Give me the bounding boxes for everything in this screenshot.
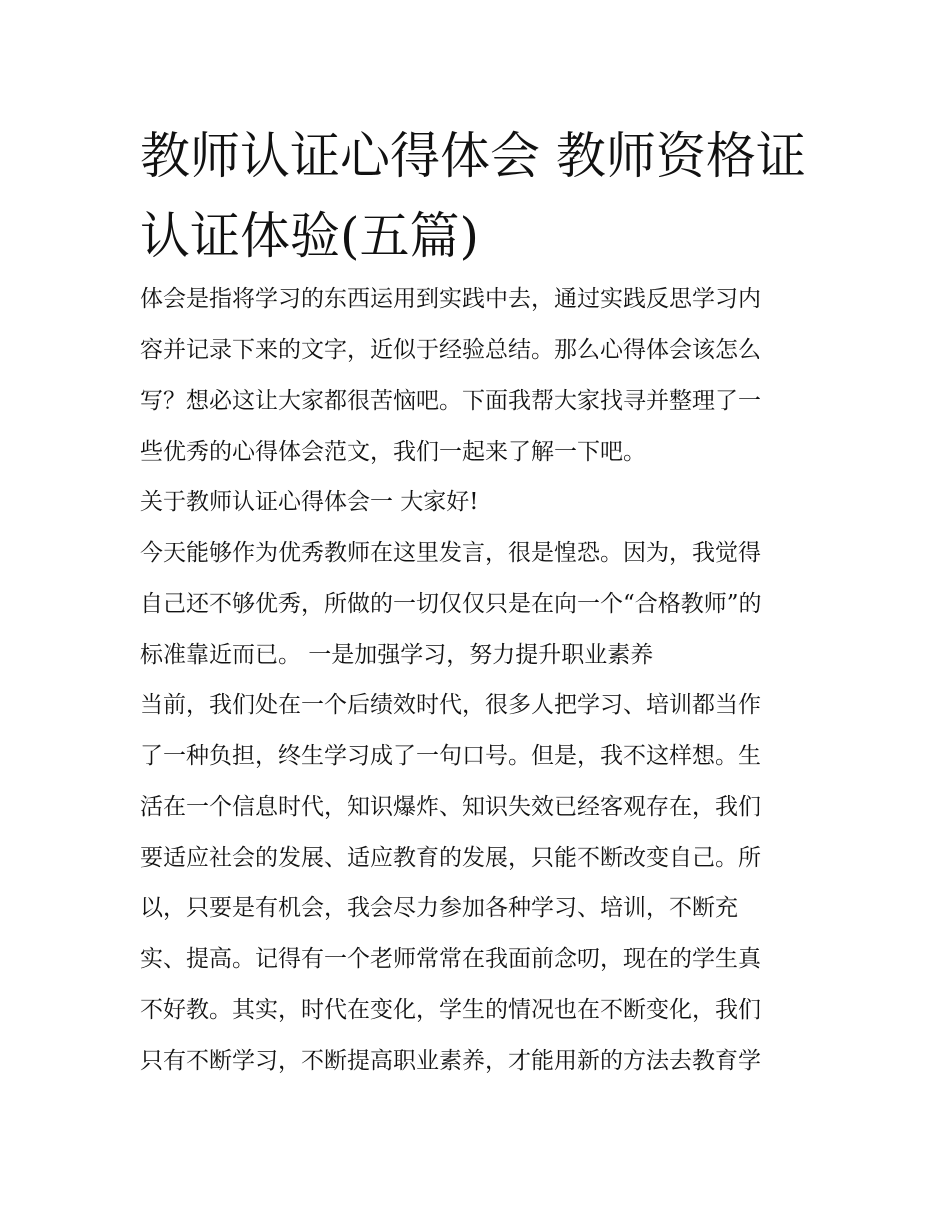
paragraph-line: 了一种负担，终生学习成了一句口号。但是，我不这样想。生 (140, 743, 761, 769)
paragraph-line: 以，只要是有机会，我会尽力参加各种学习、培训，不断充 (140, 895, 738, 921)
paragraph-line: 自己还不够优秀，所做的一切仅仅只是在向一个“合格教师”的 (140, 591, 762, 617)
paragraph-line: 体会是指将学习的东西运用到实践中去，通过实践反思学习内 (140, 286, 761, 312)
paragraph-line: 容并记录下来的文字，近似于经验总结。那么心得体会该怎么 (140, 337, 761, 363)
document-title: 教师认证心得体会 教师资格证认证体验(五篇) (140, 127, 806, 265)
section-heading-line: 关于教师认证心得体会一 大家好! (140, 489, 479, 515)
paragraph-line: 当前，我们处在一个后绩效时代，很多人把学习、培训都当作 (140, 692, 761, 718)
paragraph-line: 写？想必这让大家都很苦恼吧。下面我帮大家找寻并整理了一 (140, 388, 761, 414)
paragraph-line: 些优秀的心得体会范文，我们一起来了解一下吧。 (140, 439, 646, 465)
paragraph-line: 不好教。其实，时代在变化，学生的情况也在不断变化，我们 (140, 997, 761, 1023)
paragraph-line: 今天能够作为优秀教师在这里发言，很是惶恐。因为，我觉得 (140, 540, 761, 566)
paragraph-line: 标准靠近而已。 一是加强学习，努力提升职业素养 (140, 642, 654, 668)
paragraph-line: 实、提高。记得有一个老师常常在我面前念叨，现在的学生真 (140, 946, 761, 972)
paragraph-line: 要适应社会的发展、适应教育的发展，只能不断改变自己。所 (140, 845, 761, 871)
paragraph-line: 只有不断学习，不断提高职业素养，才能用新的方法去教育学 (140, 1048, 761, 1074)
paragraph-line: 活在一个信息时代，知识爆炸、知识失效已经客观存在，我们 (140, 794, 761, 820)
